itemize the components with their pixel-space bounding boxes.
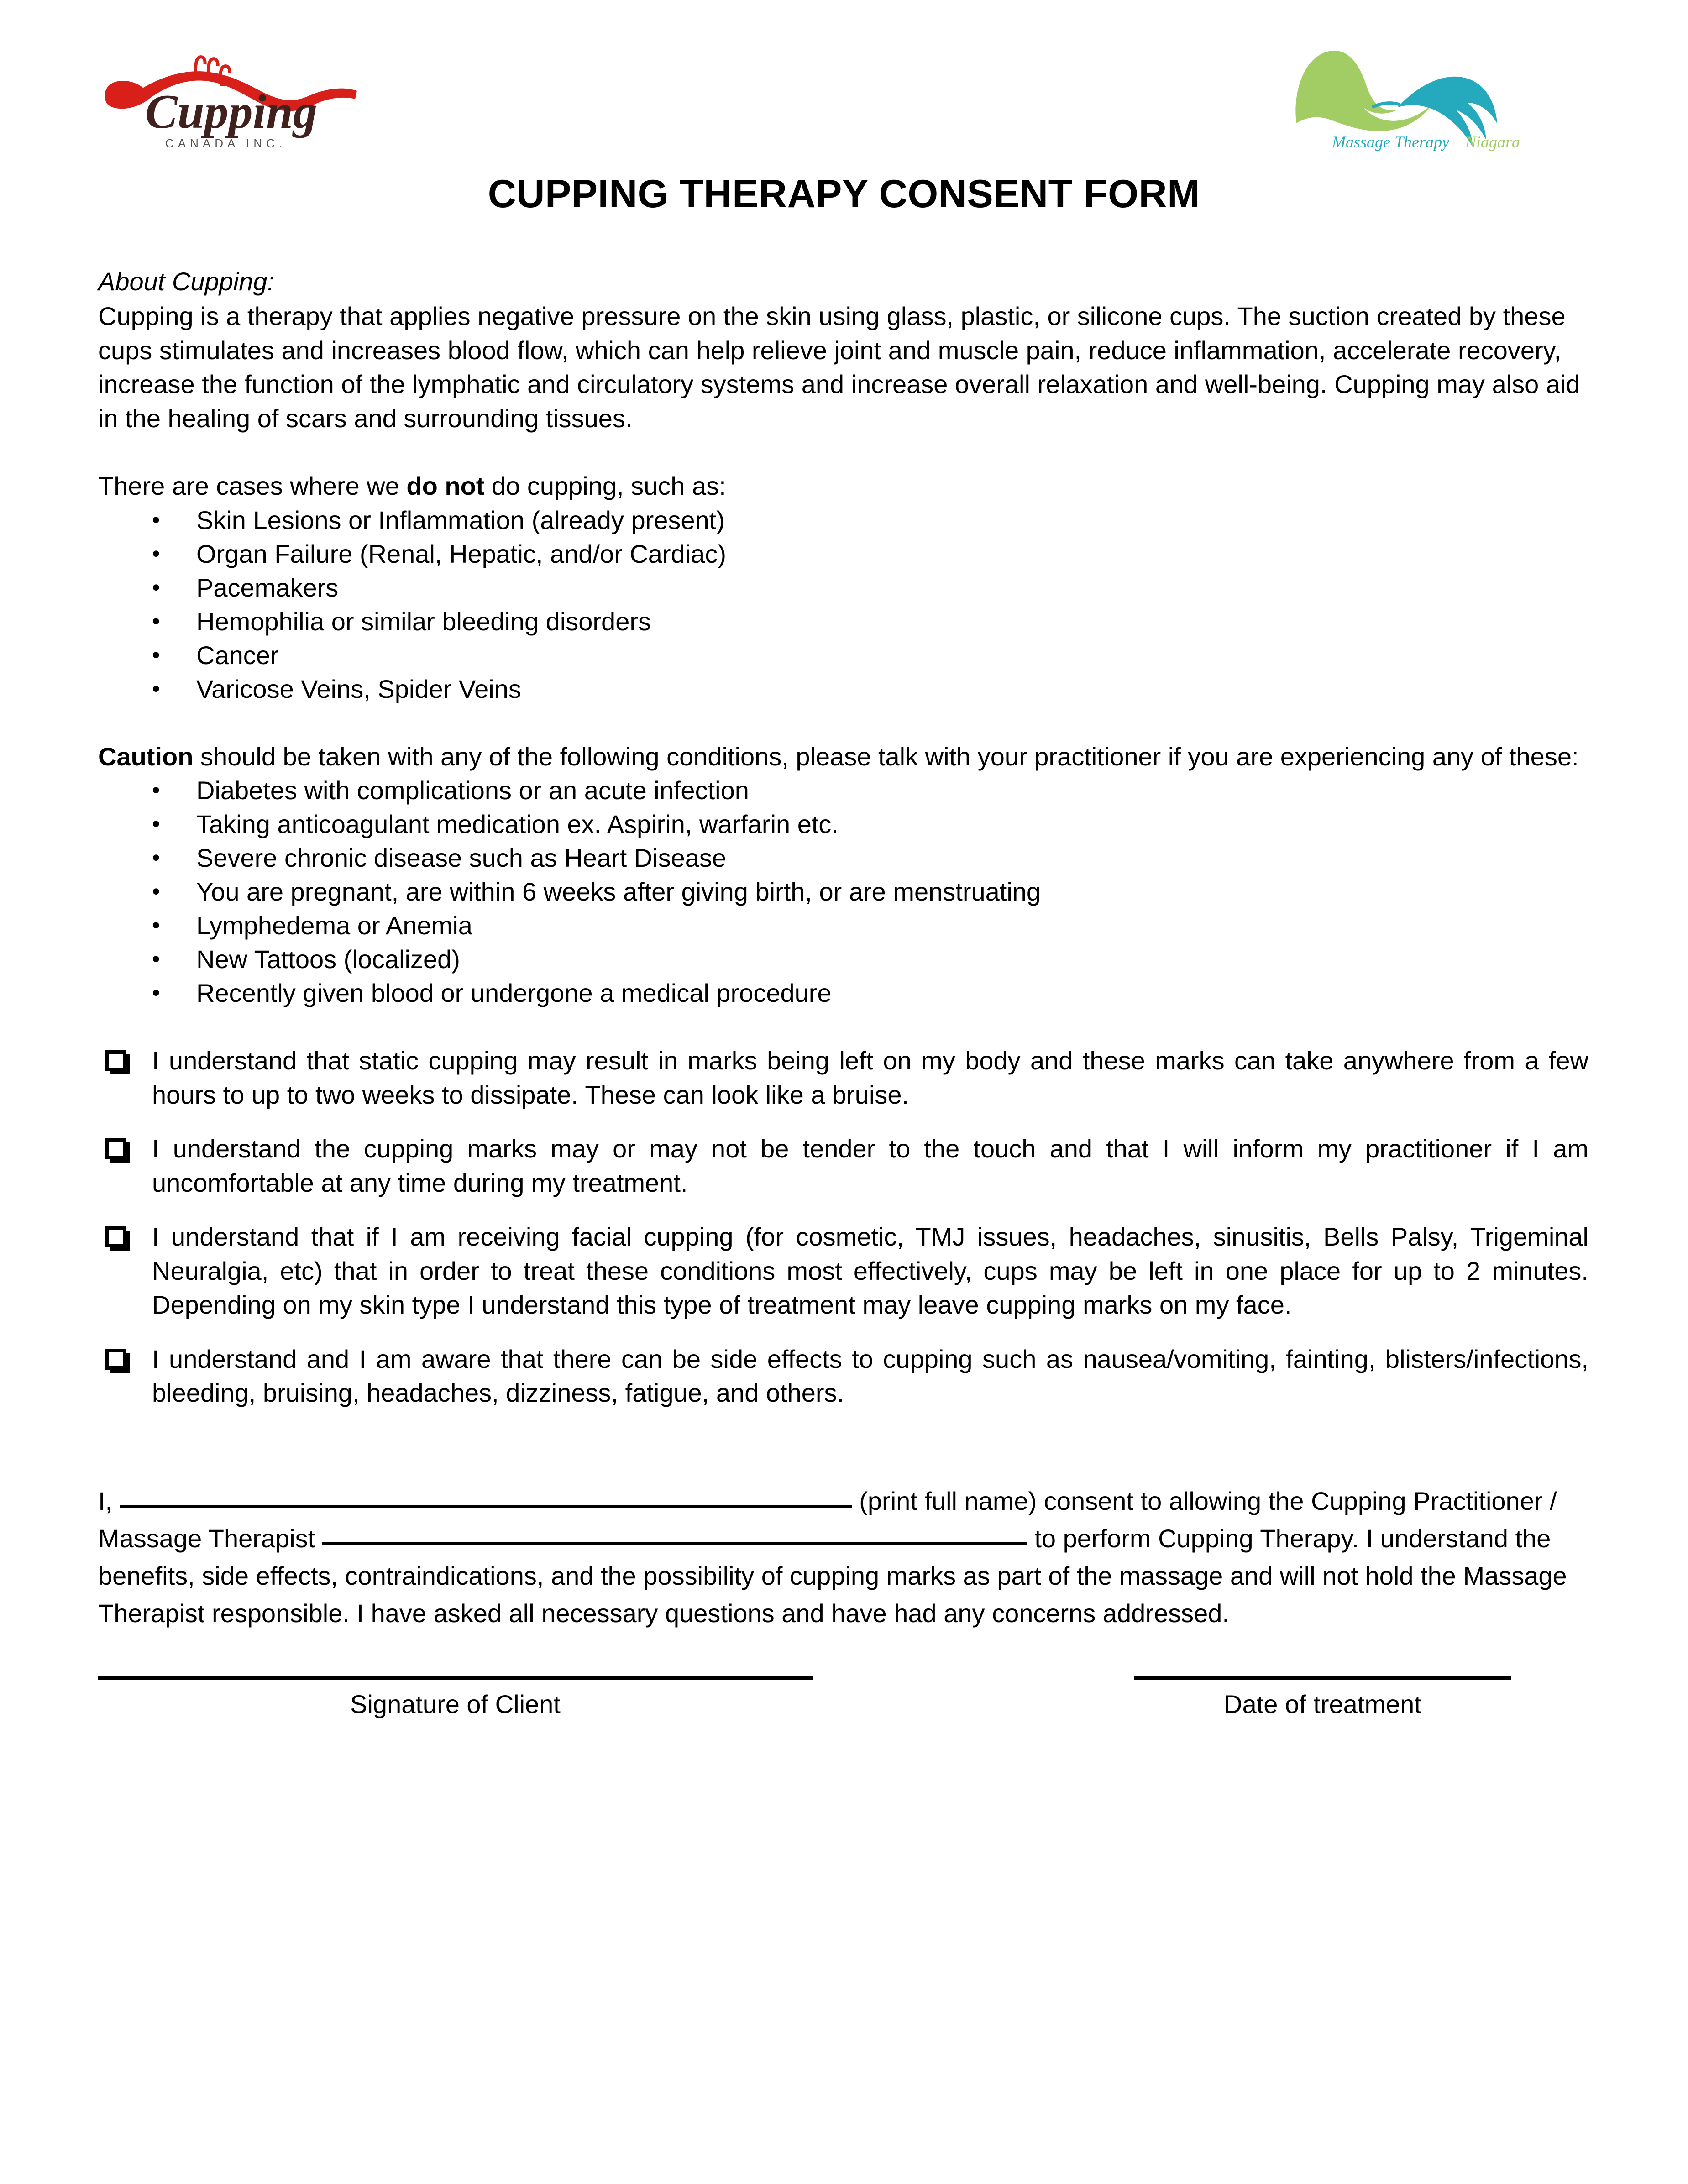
list-item bbox=[98, 537, 1588, 571]
list-item bbox=[98, 503, 1588, 537]
bullet-icon: • bbox=[152, 574, 160, 600]
bullet-icon: • bbox=[152, 946, 160, 972]
cautions-list bbox=[98, 774, 1588, 1010]
acknowledgements-list bbox=[98, 1044, 1588, 1410]
list-item-label: Skin Lesions or Inflammation (already present) bbox=[196, 505, 725, 534]
list-item bbox=[98, 639, 1588, 672]
svg-text:Cupping: Cupping bbox=[145, 85, 318, 138]
acknowledgement-item[interactable] bbox=[98, 1044, 1588, 1112]
list-item-label: Lymphedema or Anemia bbox=[196, 911, 472, 940]
client-signature-label: Signature of Client bbox=[350, 1689, 561, 1718]
list-item-label: Recently given blood or undergone a medical procedure bbox=[196, 979, 832, 1008]
list-item-label: Cancer bbox=[196, 640, 279, 670]
list-item bbox=[98, 571, 1588, 605]
svg-text:Niagara: Niagara bbox=[1465, 133, 1520, 151]
document-body bbox=[98, 265, 1588, 1749]
bullet-icon: • bbox=[152, 980, 160, 1006]
list-item bbox=[98, 909, 1588, 943]
acknowledgement-text: I understand and I am aware that there can be side effects to cupping such as nausea/vomiting, fainting, blisters/infections, bleeding, bruising, headaches, dizziness, fatigue, and others. bbox=[152, 1344, 1588, 1408]
list-item bbox=[98, 841, 1588, 875]
consent-part-3: to perform Cupping Therapy. I understand the benefits, side effects, contraindications, and the possibility of cupping marks as part of the massage and will not hold the Massage Therapist responsible. I have asked all necessary questions and have had any concerns addressed. bbox=[98, 1524, 1567, 1628]
bullet-icon: • bbox=[152, 912, 160, 938]
checkbox-icon[interactable] bbox=[105, 1050, 126, 1071]
checkbox-icon[interactable] bbox=[105, 1138, 126, 1159]
contraindications-lead-after: do cupping, such as: bbox=[484, 471, 726, 501]
consent-part-1: I, bbox=[98, 1486, 120, 1515]
list-item bbox=[98, 807, 1588, 841]
client-name-blank[interactable] bbox=[120, 1505, 852, 1508]
about-heading: About Cupping: bbox=[98, 267, 275, 296]
checkbox-icon[interactable] bbox=[105, 1349, 126, 1370]
bullet-icon: • bbox=[152, 608, 160, 634]
cautions-lead bbox=[98, 740, 1588, 774]
acknowledgement-item[interactable] bbox=[98, 1220, 1588, 1322]
svg-text:Massage Therapy: Massage Therapy bbox=[1332, 133, 1449, 151]
contraindications-lead-bold: do not bbox=[406, 471, 485, 501]
bullet-icon: • bbox=[152, 676, 160, 702]
contraindications-lead-before: There are cases where we bbox=[98, 471, 407, 501]
list-item-label: You are pregnant, are within 6 weeks after giving birth, or are menstruating bbox=[196, 877, 1041, 906]
list-item-label: New Tattoos (localized) bbox=[196, 945, 460, 974]
svg-text:CANADA INC.: CANADA INC. bbox=[165, 136, 287, 150]
list-item bbox=[98, 976, 1588, 1010]
list-item bbox=[98, 672, 1588, 706]
list-item bbox=[98, 774, 1588, 807]
list-item-label: Taking anticoagulant medication ex. Aspirin, warfarin etc. bbox=[196, 810, 839, 839]
bullet-icon: • bbox=[152, 540, 160, 566]
list-item-label: Varicose Veins, Spider Veins bbox=[196, 674, 521, 703]
list-item-label: Pacemakers bbox=[196, 573, 339, 602]
contraindications-lead bbox=[98, 469, 1588, 503]
acknowledgement-text: I understand that static cupping may result in marks being left on my body and these marks can take anywhere from a few hours to up to two weeks to dissipate. These can look like a bruise. bbox=[152, 1046, 1588, 1109]
cautions-lead-bold: Caution bbox=[98, 742, 194, 771]
bullet-icon: • bbox=[152, 879, 160, 905]
treatment-date-line[interactable] bbox=[1134, 1676, 1511, 1680]
list-item-label: Diabetes with complications or an acute infection bbox=[196, 776, 749, 805]
contraindications-list bbox=[98, 503, 1588, 706]
list-item-label: Hemophilia or similar bleeding disorders bbox=[196, 607, 651, 636]
bullet-icon: • bbox=[152, 845, 160, 871]
list-item bbox=[98, 605, 1588, 639]
consent-paragraph bbox=[98, 1482, 1588, 1633]
bullet-icon: • bbox=[152, 777, 160, 803]
massage-therapy-niagara-logo bbox=[1283, 39, 1538, 157]
consent-part-2: (print full name) consent to allowing the Cupping Practitioner / Massage Therapist bbox=[98, 1486, 1557, 1553]
signature-row bbox=[98, 1676, 1588, 1749]
checkbox-icon[interactable] bbox=[105, 1226, 126, 1247]
acknowledgement-text: I understand that if I am receiving facial cupping (for cosmetic, TMJ issues, headaches, sinusitis, Bells Palsy, Trigeminal Neuralgia, etc) that in order to treat these conditions most effectively, cups may be left in one place for up to 2 minutes. Depending on my skin type I understand this type of treatment may leave cupping marks on my face. bbox=[152, 1222, 1588, 1320]
cupping-canada-logo bbox=[87, 34, 370, 157]
list-item bbox=[98, 875, 1588, 909]
cautions-lead-after: should be taken with any of the following conditions, please talk with your practitioner if you are experiencing any of these: bbox=[193, 742, 1579, 771]
bullet-icon: • bbox=[152, 507, 160, 533]
acknowledgement-item[interactable] bbox=[98, 1342, 1588, 1410]
list-item-label: Severe chronic disease such as Heart Disease bbox=[196, 843, 727, 873]
bullet-icon: • bbox=[152, 642, 160, 668]
page-title: CUPPING THERAPY CONSENT FORM bbox=[488, 172, 1200, 216]
treatment-date-label: Date of treatment bbox=[1224, 1689, 1421, 1718]
acknowledgement-text: I understand the cupping marks may or may not be tender to the touch and that I will inform my practitioner if I am uncomfortable at any time during my treatment. bbox=[152, 1134, 1588, 1197]
list-item bbox=[98, 943, 1588, 976]
practitioner-name-blank[interactable] bbox=[322, 1542, 1027, 1545]
list-item-label: Organ Failure (Renal, Hepatic, and/or Cardiac) bbox=[196, 539, 726, 568]
document-header bbox=[0, 0, 1688, 169]
acknowledgement-item[interactable] bbox=[98, 1132, 1588, 1200]
bullet-icon: • bbox=[152, 811, 160, 837]
client-signature-line[interactable] bbox=[98, 1676, 813, 1680]
about-paragraph: Cupping is a therapy that applies negative pressure on the skin using glass, plastic, or silicone cups. The suction created by these cups stimulates and increases blood flow, which can help relieve joint and muscle pain, reduce inflammation, accelerate recovery, increase the function of the lymphatic and circulatory systems and increase overall relaxation and well-being. Cupping may also aid in the healing of scars and surrounding tissues. bbox=[98, 302, 1580, 433]
